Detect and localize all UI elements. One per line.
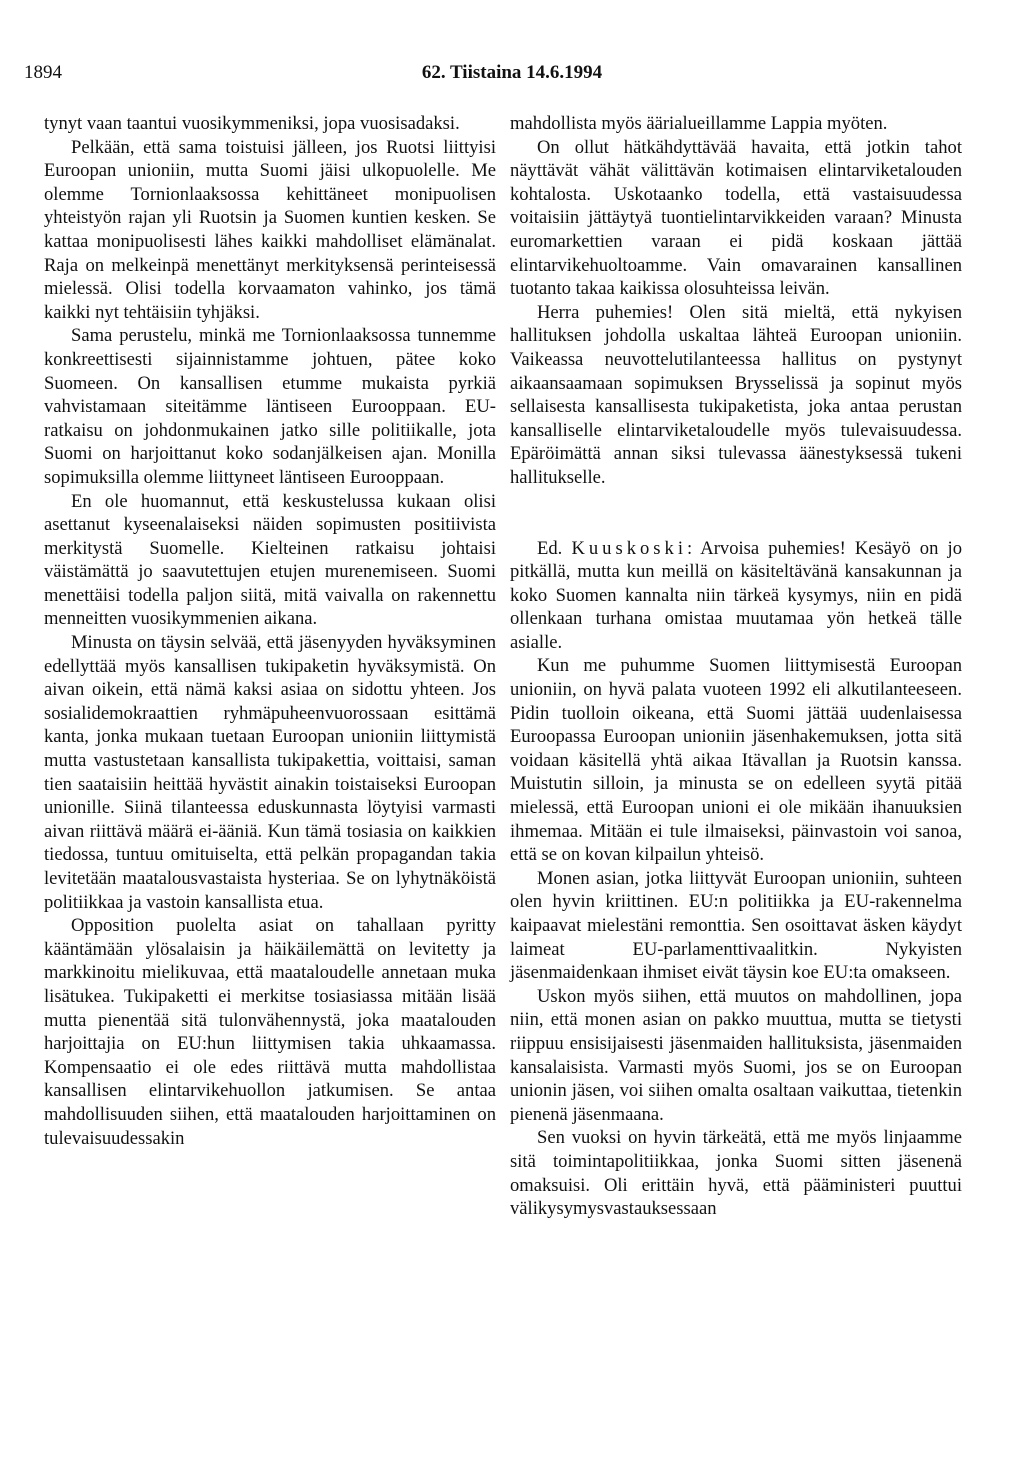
page-number: 1894: [24, 62, 62, 83]
paragraph: On ollut hätkähdyttävää havaita, että jotkin tahot näyttävät vähät välittävän kotimaisen elintarviketalouden kohtalosta. Uskotaanko todella, että vastaisuudessa voitaisiin jättäytyä tuontielintarvikkeiden varaan? Minusta euromarkettien varaan ei pidä koskaan jättää elintarvikehuoltoamme. Vain omavarainen kansallinen tuotanto takaa kaikissa olosuhteissa leivän.: [510, 136, 962, 300]
paragraph: Kun me puhumme Suomen liittymisestä Euroopan unioniin, on hyvä palata vuoteen 1992 eli alkutilanteeseen. Pidin tuolloin oikeana, että Suomi jättää uudenlaisessa Euroopassa Euroopan unioniin jäsenhakemuksen, jotta sitä voidaan käsitellä yhtä aikaa Itävallan ja Ruotsin kanssa. Muistutin silloin, ja minusta se on edelleen syytä pitää mielessä, että Euroopan unioni ei ole mikään ihanuuksien ihmemaa. Mitään ei tule ilmaiseksi, päinvastoin voi sanoa, että se on kovan kilpailun yhteisö.: [510, 655, 962, 866]
paragraph: Pelkään, että sama toistuisi jälleen, jos Ruotsi liittyisi Euroopan unioniin, mutta Suomi jäisi ulkopuolelle. Me olemme Tornionlaaksossa kehittäneet monipuolisen yhteistyön rajan yli Ruotsin ja Suomen kuntien kesken. Se kattaa monipuolisesti lähes kaikki mahdolliset elämänalat. Raja on melkeinpä menettänyt merkityksensä perinteisessä mielessä. Olisi todella korvaamaton vahinko, jos tämä kaikki nyt tehtäisiin tyhjäksi.: [44, 136, 496, 323]
speaker-prefix: Ed.: [537, 537, 572, 559]
paragraph: Minusta on täysin selvää, että jäsenyyden hyväksyminen edellyttää myös kansallisen tukipaketin hyväksymistä. On aivan oikein, että nämä kaksi asiaa on sidottu yhteen. Jos sosialidemokraattien ryhmäpuheenvuorossaan esittämä kanta, jonka mukaan tuetaan Euroopan unioniin liittymistä mutta vastustetaan kansallista tukipakettia, voittaisi, saman tien saataisiin heittää hyvästit ainakin toistaiseksi Euroopan unionille. Siinä tilanteessa eduskunnasta löytyisi varmasti aivan riittävä määrä ei-ääniä. Kun tämä tosiasia on kaikkien tiedossa, tuntuu omituiselta, että pelkän propagandan takia levitetään maatalousvastaista hysteriaa. Se on lyhytnäköistä politiikkaa ja vastoin kansallista etua.: [44, 632, 496, 913]
paragraph: mahdollista myös äärialueillamme Lappia myöten.: [510, 113, 888, 134]
speaker-paragraph: [510, 537, 962, 655]
paragraph: Opposition puolelta asiat on tahallaan pyritty kääntämään ylösalaisin ja häikäilemättä on levitetty ja markkinoitu mielikuvaa, että maataloudelle annetaan muka lisätukea. Tukipaketti ei merkitse tosiasiassa mitään lisää mutta pienentää sitä tulonvähennystä, joka maatalouden harjoittajia on EU:hun liittymisen takia uhkaamassa. Kompensaatio ei ole edes riittävä mutta mahdollistaa kansallisen elintarvikehuollon jatkumisen. Se antaa mahdollisuuden siihen, että maatalouden harjoittaminen on tulevaisuudessakin: [44, 915, 496, 1149]
paragraph: Herra puhemies! Olen sitä mieltä, että nykyisen hallituksen johdolla uskaltaa lähteä Euroopan unioniin. Vaikeassa neuvottelutilanteessa hallitus on pystynyt aikaansaamaan sopimuksen Brysselissä ja sopinut myös sellaisesta kansallisesta tukipaketista, joka antaa perustan kansalliselle elintarviketaloudelle myös tulevaisuudessa. Epäröimättä annan siksi tulevassa äänestyksessä tukeni hallitukselle.: [510, 301, 962, 488]
paragraph: Sama perustelu, minkä me Tornionlaaksossa tunnemme konkreettisesti sijainnistamme johtuen, pätee koko Suomeen. On kansallisen etumme mukaista pyrkiä vahvistamaan siteitämme läntiseen Eurooppaan. EU-ratkaisu on johdonmukainen jatko sille politiikalle, jota Suomi on harjoittanut koko sodanjälkeisen ajan. Monilla sopimuksilla olemme liittyneet läntiseen Eurooppaan.: [44, 325, 496, 488]
speech-opening: Arvoisa puhemies! Kesäyö on jo pitkällä, mutta kun meillä on käsiteltävänä kansakunnan ja koko Suomen kannalta niin tärkeä kysymys, niin en pidä ollenkaan turhana omistaa muutamaa yön hetkeä tälle asialle.: [510, 537, 962, 653]
paragraph: Uskon myös siihen, että muutos on mahdollinen, jopa niin, että monen asian on pakko muuttua, mutta se tietysti riippuu ensisijaisesti jäsenmaiden hallituksista, jäsenmaiden kansalaisista. Varmasti myös Suomi, jos se on Euroopan unionin jäsen, voi siihen omalta osaltaan vaikuttaa, tietenkin pienenä jäsenmaana.: [510, 985, 962, 1125]
speaker-name: Kuuskoski: [571, 537, 688, 559]
paragraph: Sen vuoksi on hyvin tärkeätä, että me myös linjaamme sitä toimintapolitiikkaa, jonka Suomi sitten jäsenenä omaksuisi. Oli erittäin hyvä, että pääministeri puuttui välikysymysvastauksessaan: [510, 1127, 962, 1220]
session-header: 62. Tiistaina 14.6.1994: [421, 62, 603, 83]
right-column: [510, 112, 962, 1221]
paragraph: tynyt vaan taantui vuosikymmeniksi, jopa vuosisadaksi.: [44, 113, 460, 134]
speaker-colon: :: [687, 537, 701, 559]
paragraph: En ole huomannut, että keskustelussa kukaan olisi asettanut kyseenalaiseksi näiden sopimusten positiivista merkitystä Suomelle. Kielteinen ratkaisu johtaisi väistämättä jo saavutettujen etujen murenemiseen. Suomi menettäisi todella paljon siitä, mitä vaivalla on rakennettu menneitten vuosikymmenien aikana.: [44, 490, 496, 630]
speech-separator: [510, 490, 962, 537]
left-column: [44, 112, 496, 1150]
paragraph: Monen asian, jotka liittyvät Euroopan unioniin, suhteen olen hyvin kriittinen. EU:n politiikka ja EU-rakennelma kaipaavat mielestäni remonttia. Sen osoittavat äsken käydyt laimeat EU-parlamenttivaalitkin. Nykyisten jäsenmaidenkaan ihmiset eivät täysin koe EU:ta omakseen.: [510, 867, 962, 984]
